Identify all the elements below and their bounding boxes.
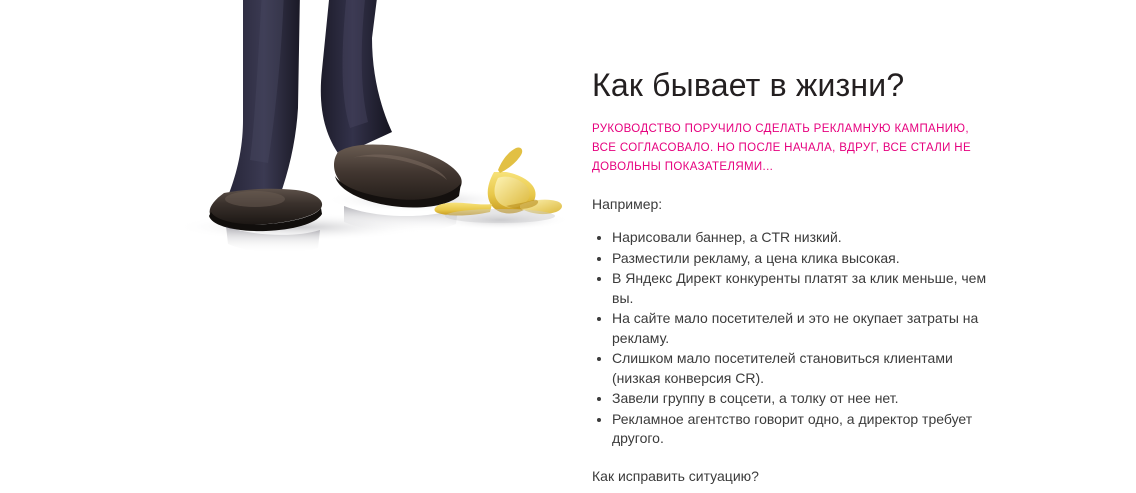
list-item: Завели группу в соцсети, а толку от нее нет. bbox=[592, 389, 992, 409]
list-item: Рекламное агентство говорит одно, а директор требует другого. bbox=[592, 410, 992, 449]
list-item: Нарисовали баннер, а CTR низкий. bbox=[592, 228, 992, 248]
page-title: Как бывает в жизни? bbox=[592, 67, 905, 104]
lead-paragraph: РУКОВОДСТВО ПОРУЧИЛО СДЕЛАТЬ РЕКЛАМНУЮ КАМПАНИЮ, ВСЕ СОГЛАСОВАЛО. НО ПОСЛЕ НАЧАЛА, ВДРУГ, ВСЕ СТАЛИ НЕ ДОВОЛЬНЫ ПОКАЗАТЕЛЯМИ... bbox=[592, 122, 971, 173]
list-item: Разместили рекламу, а цена клика высокая. bbox=[592, 249, 992, 269]
list-item: На сайте мало посетителей и это не окупает затраты на рекламу. bbox=[592, 309, 992, 348]
footer-question: Как исправить ситуацию? bbox=[592, 468, 759, 484]
content-column bbox=[592, 0, 1136, 493]
list-item: Слишком мало посетителей становиться клиентами (низкая конверсия CR). bbox=[592, 349, 992, 388]
list-item: В Яндекс Директ конкуренты платят за клик меньше, чем вы. bbox=[592, 269, 992, 308]
problem-list bbox=[592, 228, 992, 450]
example-label: Например: bbox=[592, 196, 663, 212]
